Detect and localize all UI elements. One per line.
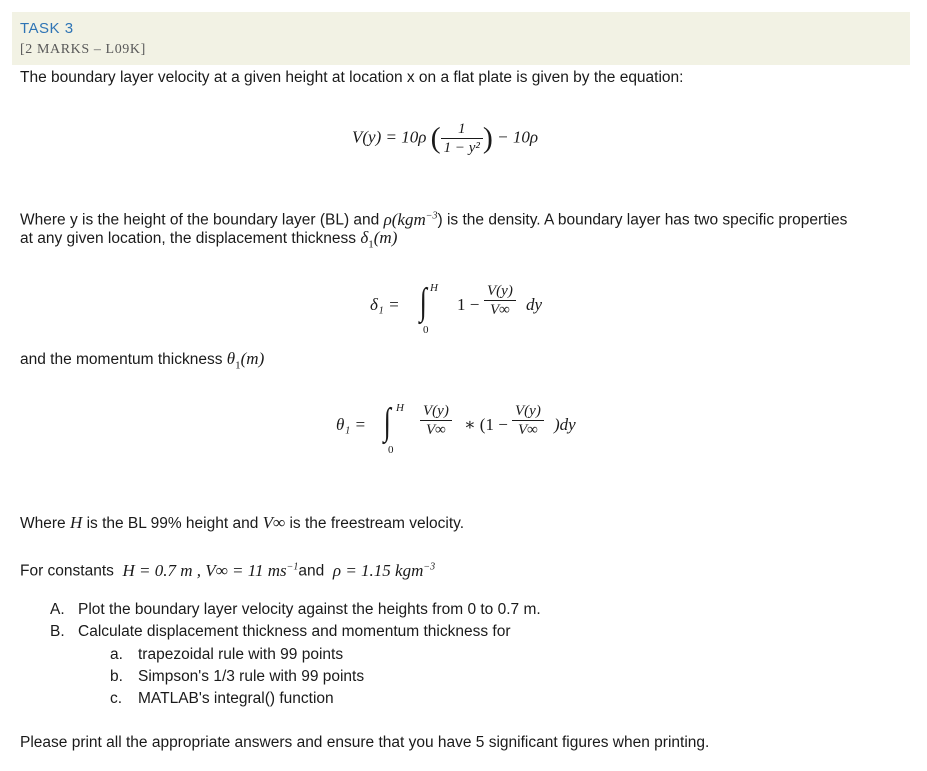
where-text-line2-a: at any given location, the displacement thickness (20, 230, 357, 247)
upper-limit: H (430, 282, 438, 294)
velocity-equation-tail: − 10ρ (497, 127, 539, 147)
velocity-equation (352, 120, 538, 157)
sublist-marker: b. (110, 668, 123, 685)
list-item-text: Calculate displacement thickness and momentum thickness for (78, 623, 511, 640)
delta-symbol (360, 228, 398, 251)
constants-a: For constants (20, 562, 114, 580)
sublist-item (110, 688, 364, 710)
integral-sign: ∫ (419, 281, 427, 323)
sublist-marker: c. (110, 690, 123, 707)
constants-rho-value: ρ = 1.15 kgm (332, 560, 424, 580)
theta-base: θ (226, 349, 236, 368)
where-text-line1-a: Where y is the height of the boundary layer (BL) and (20, 211, 380, 229)
momentum-fraction-1-num: V(y) (420, 402, 452, 421)
where-h-text (20, 512, 464, 534)
sublist-marker: a. (110, 646, 123, 663)
momentum-fraction-2-num: V(y) (512, 402, 544, 421)
one-minus: 1 − (457, 295, 480, 314)
rho-unit-exp: −3 (425, 210, 438, 221)
list-marker: B. (50, 623, 65, 640)
constants-and: and (298, 562, 325, 580)
displacement-dy: dy (526, 295, 543, 314)
where-text-line1-c: ) is the density. A boundary layer has two specific properties (437, 211, 848, 229)
left-paren: ( (430, 121, 441, 155)
velocity-fraction-denominator: 1 − y² (443, 140, 480, 156)
theta-symbol (226, 349, 265, 372)
constants-text (20, 556, 435, 582)
displacement-fraction-num: V(y) (484, 282, 516, 301)
delta-base: δ (360, 228, 369, 247)
delta-sub: 1 (368, 238, 374, 251)
momentum-equation (336, 402, 596, 462)
footer-instructions: Please print all the appropriate answers and ensure that you have 5 significant figures when printing. (20, 734, 710, 751)
momentum-tail: )dy (554, 415, 576, 434)
sublist-item-text: MATLAB's integral() function (138, 690, 334, 707)
constants-h-exp: −1 (286, 561, 299, 572)
task-marks: [2 MARKS – L09K] (20, 42, 146, 57)
momentum-fraction-1 (420, 402, 452, 439)
velocity-fraction-numerator: 1 (441, 120, 483, 139)
intro-text: The boundary layer velocity at a given height at location x on a flat plate is given by the equation: (20, 69, 684, 86)
list-item (50, 621, 541, 643)
constants-h-value: H = 0.7 m , V∞ = 11 ms (122, 560, 287, 580)
lower-limit: 0 (423, 324, 429, 336)
velocity-fraction (441, 120, 483, 157)
task-sublist (110, 644, 364, 710)
where-h-b: is the BL 99% height and (86, 515, 259, 532)
displacement-fraction (484, 282, 516, 319)
momentum-fraction-2 (512, 402, 544, 439)
constants-rho-exp: −3 (423, 561, 436, 572)
lower-limit: 0 (388, 444, 394, 456)
right-paren: ) (482, 121, 493, 155)
sublist-item (110, 666, 364, 688)
momentum-fraction-2-den: V∞ (517, 422, 538, 438)
integral-sign: ∫ (383, 401, 391, 443)
list-item-text: Plot the boundary layer velocity against the heights from 0 to 0.7 m. (78, 601, 541, 618)
momentum-text-a: and the momentum thickness (20, 351, 223, 368)
theta-unit: (m) (240, 349, 265, 368)
sublist-item-text: trapezoidal rule with 99 points (138, 646, 344, 663)
velocity-equation-lhs: V(y) = 10ρ (352, 127, 427, 147)
displacement-equation (370, 282, 570, 342)
momentum-text (20, 348, 264, 376)
sublist-item (110, 644, 364, 666)
list-item (50, 599, 541, 621)
where-h-c: is the freestream velocity. (289, 515, 465, 532)
rho-unit-base: ρ(kgm (383, 209, 426, 229)
theta-sub: 1 (235, 359, 241, 372)
momentum-mid: ∗ (1 − (464, 415, 508, 434)
constants-rho (333, 561, 435, 580)
displacement-lhs: δ₁ = (370, 295, 400, 314)
task-header-box (12, 12, 910, 65)
list-marker: A. (50, 601, 65, 618)
rho-unit (384, 210, 438, 229)
where-text-line2 (20, 227, 397, 255)
task-list (50, 599, 541, 643)
upper-limit: H (396, 402, 404, 414)
where-h-a: Where (20, 515, 66, 532)
displacement-fraction-den: V∞ (489, 302, 510, 318)
sublist-item-text: Simpson's 1/3 rule with 99 points (138, 668, 365, 685)
where-h-vinf: V∞ (262, 513, 286, 532)
momentum-lhs: θ₁ = (336, 415, 366, 434)
delta-unit: (m) (373, 228, 398, 247)
task-title: TASK 3 (20, 20, 74, 37)
constants-h (123, 561, 299, 580)
where-h-symbol: H (69, 513, 83, 532)
momentum-fraction-1-den: V∞ (425, 422, 446, 438)
